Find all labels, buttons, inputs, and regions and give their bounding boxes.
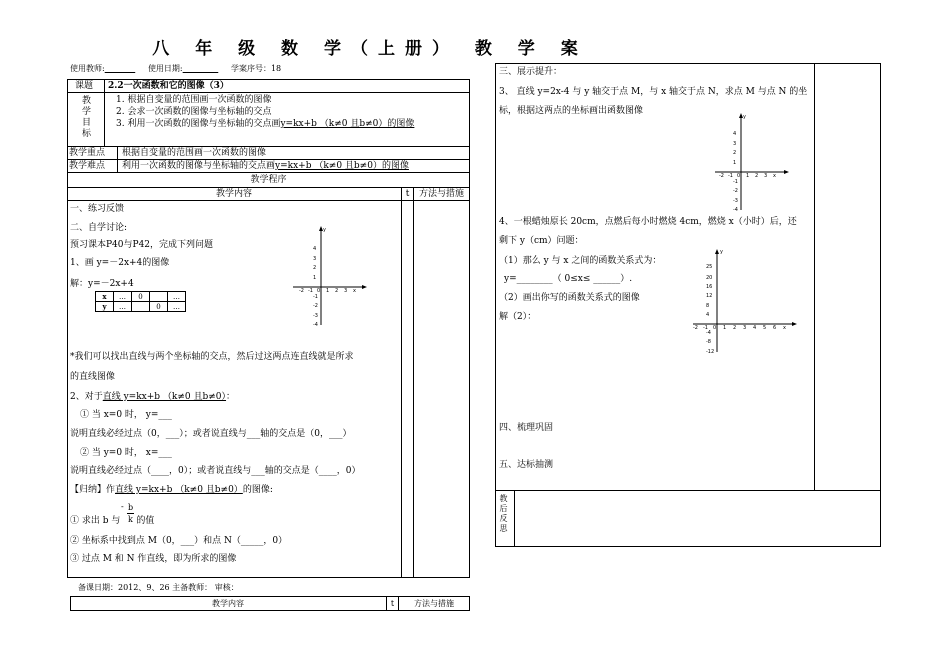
x-tick-label: 4 — [753, 325, 757, 331]
col-content-header: 教学内容 — [215, 189, 252, 199]
q1-line: 1、画 y=－2x+4的图像 — [70, 258, 170, 268]
cell: … — [168, 302, 186, 312]
step-y0-explain: 说明直线必经过点（____，0）；或者说直线与___轴的交点是（____，0） — [70, 466, 361, 476]
x-tick-label: 1 — [326, 288, 330, 294]
y-tick-label: y — [720, 249, 723, 255]
date-blank[interactable] — [183, 64, 219, 73]
teacher-label: 使用教师: — [70, 64, 105, 73]
x-tick-label: 2 — [335, 288, 339, 294]
teacher-blank[interactable] — [105, 64, 136, 73]
program-heading: 教学程序 — [250, 175, 287, 185]
footer-prep: 备课日期：2012、9、26 主备教师： 审核： — [78, 583, 239, 592]
x-tick-label: -2 — [693, 325, 698, 331]
goal-label: 教学目标 — [80, 95, 90, 139]
cell: 0 — [132, 292, 150, 302]
x-tick-label: 0 — [317, 288, 321, 294]
y-tick-label: y — [323, 227, 326, 233]
q4-line-1: 4、一根蜡烛原长 20cm，点燃后每小时燃烧 4cm，燃烧 x（小时）后，还 — [499, 217, 797, 227]
y-tick-label: y — [743, 114, 746, 120]
goal-3-formula: y=kx+b （k≠0 且b≠0）的图像 — [280, 119, 415, 129]
y-tick-label: -4 — [733, 207, 738, 213]
summary-step-1 — [70, 516, 154, 527]
value-table — [95, 291, 186, 312]
x-tick-label: x — [353, 288, 356, 294]
y-tick-label: -1 — [313, 293, 318, 300]
q3-line-1: 3、 直线 y=2x-4 与 y 轴交于点 M，与 x 轴交于点 N，求点 M 与点 N 的坐 — [499, 87, 808, 97]
q3-line-2: 标，根据这两点的坐标画出函数图像 — [499, 106, 644, 116]
hint-line-1: *我们可以找出直线与两个坐标轴的交点，然后过这两点连直线就是所求 — [70, 352, 354, 362]
goal-1: 1. 根据自变量的范围画一次函数的图像 — [116, 95, 272, 105]
goal-2: 2. 会求一次函数的图像与坐标轴的交点 — [116, 107, 272, 117]
cell: 0 — [150, 302, 168, 312]
goal-3-text: 3. 利用一次函数的图像与坐标轴的交点画 — [116, 119, 281, 129]
section-1: 一、练习反馈 — [70, 204, 125, 214]
key-text: 根据自变量的范围画一次函数的图像 — [122, 148, 267, 158]
q4-part-2: （2）画出你写的函数关系式的图像 — [499, 293, 640, 303]
cell[interactable] — [150, 292, 168, 302]
q2-suffix: ： — [226, 392, 236, 402]
fraction-numerator: b — [128, 503, 134, 512]
y-tick-label: -8 — [706, 339, 711, 346]
q4-line-2: 剩下 y（cm）问题： — [499, 236, 584, 246]
footer-col-content: 教学内容 — [212, 599, 244, 608]
y-tick-label: 3 — [313, 255, 317, 262]
summary-line — [70, 485, 273, 496]
goal-3 — [116, 119, 414, 130]
step-x0: ① 当 x=0 时， y=___ — [80, 410, 172, 420]
x-tick-label: x — [773, 173, 776, 179]
section-3: 三、展示提升： — [499, 67, 563, 77]
q2-line — [70, 392, 235, 403]
q2-prefix: 2、对于 — [70, 392, 103, 402]
x-tick-label: 2 — [733, 325, 737, 331]
q4-part-1: （1）那么 y 与 x 之间的函数关系式为： — [499, 256, 662, 266]
difficulty-text — [122, 161, 409, 172]
summary-prefix: 【归纳】作 — [70, 485, 116, 495]
page-title: 八 年 级 数 学（上册） 教 学 案 — [152, 39, 588, 59]
summary-formula: 直线 y=kx+b （k≠0 且b≠0） — [115, 485, 243, 495]
y-tick-label: 4 — [313, 246, 317, 252]
y-tick-label: -2 — [733, 188, 738, 194]
x-tick-label: 2 — [755, 173, 759, 179]
x-tick-label: -2 — [299, 288, 304, 294]
x-tick-label: 6 — [773, 325, 777, 331]
summary-step-3: ③ 过点 M 和 N 作直线，即为所求的图像 — [70, 554, 237, 564]
cell: … — [168, 292, 186, 302]
x-tick-label: 5 — [763, 325, 767, 331]
cell-y-head: y — [96, 302, 114, 312]
q4-answer[interactable]: y=________（ 0≤x≤ ______）. — [504, 274, 633, 284]
x-tick-label: 3 — [743, 325, 747, 331]
x-tick-label: 3 — [344, 288, 348, 294]
y-tick-label: 1 — [313, 274, 317, 281]
x-tick-label: 1 — [723, 325, 727, 331]
x-tick-label: x — [783, 325, 786, 331]
key-label: 教学重点 — [69, 148, 106, 158]
step1-suffix: 的值 — [136, 516, 155, 526]
summary-suffix: 的图像: — [242, 485, 273, 495]
step-y0: ② 当 y=0 时， x=___ — [80, 448, 172, 458]
y-tick-label: -2 — [313, 303, 318, 309]
cell-x-head: x — [96, 292, 114, 302]
topic-label: 课题 — [75, 81, 94, 91]
x-tick-label: 1 — [746, 173, 750, 179]
meta-row — [70, 63, 281, 74]
step-x0-explain: 说明直线必经过点（0，___）；或者说直线与___轴的交点是（0，___） — [70, 429, 352, 439]
x-tick-label: 3 — [764, 173, 768, 179]
fraction-denominator: k — [128, 515, 133, 524]
step1-text: ① 求出 b 与 — [70, 516, 121, 526]
y-tick-label: -3 — [313, 312, 318, 319]
cell: … — [114, 292, 132, 302]
section-4: 四、梳理巩固 — [499, 423, 554, 433]
summary-step-2: ② 坐标系中找到点 M（0，___）和点 N（_____，0） — [70, 536, 288, 546]
y-tick-label: 20 — [706, 275, 713, 281]
section-2: 二、自学讨论: — [70, 223, 128, 233]
y-tick-label: 1 — [733, 159, 737, 166]
y-tick-label: 2 — [733, 150, 737, 156]
date-label: 使用日期: — [147, 64, 183, 73]
y-tick-label: 12 — [706, 293, 713, 300]
y-tick-label: 4 — [733, 131, 737, 137]
seq-label: 学案序号：18 — [230, 64, 282, 73]
x-tick-label: -1 — [728, 173, 733, 179]
cell[interactable] — [132, 302, 150, 312]
col-method-header: 方法与措施 — [418, 189, 464, 199]
y-tick-label: -4 — [313, 322, 318, 328]
coordinate-axes-1 — [290, 225, 370, 330]
y-tick-label: -1 — [733, 178, 738, 185]
solution-line: 解：y=－2x+4 — [70, 279, 134, 289]
y-tick-label: 3 — [733, 140, 737, 147]
x-tick-label: -1 — [308, 288, 313, 294]
y-tick-label: -12 — [706, 348, 715, 355]
x-tick-label: -2 — [719, 173, 724, 179]
footer-col-t: t — [390, 599, 395, 608]
footer-col-method: 方法与措施 — [414, 599, 454, 608]
cell: … — [114, 302, 132, 312]
fraction-sign: - — [121, 502, 124, 511]
difficulty-label: 教学难点 — [69, 161, 106, 171]
y-tick-label: 2 — [313, 265, 317, 271]
x-tick-label: 0 — [737, 173, 741, 179]
x-tick-label: 0 — [713, 325, 717, 331]
x-tick-label: -1 — [703, 325, 708, 331]
table-row-x — [96, 292, 186, 302]
y-tick-label: 8 — [706, 302, 710, 309]
y-tick-label: 4 — [706, 311, 710, 318]
y-tick-label: 16 — [706, 284, 713, 291]
q2-formula: 直线 y=kx+b （k≠0 且b≠0） — [102, 392, 227, 402]
col-t-header: t — [405, 189, 410, 199]
coordinate-axes-2 — [712, 112, 792, 212]
hint-line-2: 的直线图像 — [70, 372, 116, 382]
q4-solution: 解（2）： — [499, 312, 537, 322]
reflection-label: 教后反思 — [499, 494, 508, 534]
y-tick-label: -4 — [706, 330, 711, 337]
topic-title: 2.2一次函数和它的图像（3） — [108, 81, 229, 91]
difficulty-formula: y=kx+b （k≠0 且b≠0）的图像 — [275, 161, 409, 171]
table-row-y — [96, 302, 186, 312]
difficulty-plain: 利用一次函数的图像与坐标轴的交点画 — [122, 161, 276, 171]
preview-line: 预习课本P40与P42，完成下列问题 — [70, 240, 214, 250]
section-5: 五、达标抽测 — [499, 460, 554, 470]
y-tick-label: 25 — [706, 263, 713, 270]
y-tick-label: -3 — [733, 197, 738, 204]
